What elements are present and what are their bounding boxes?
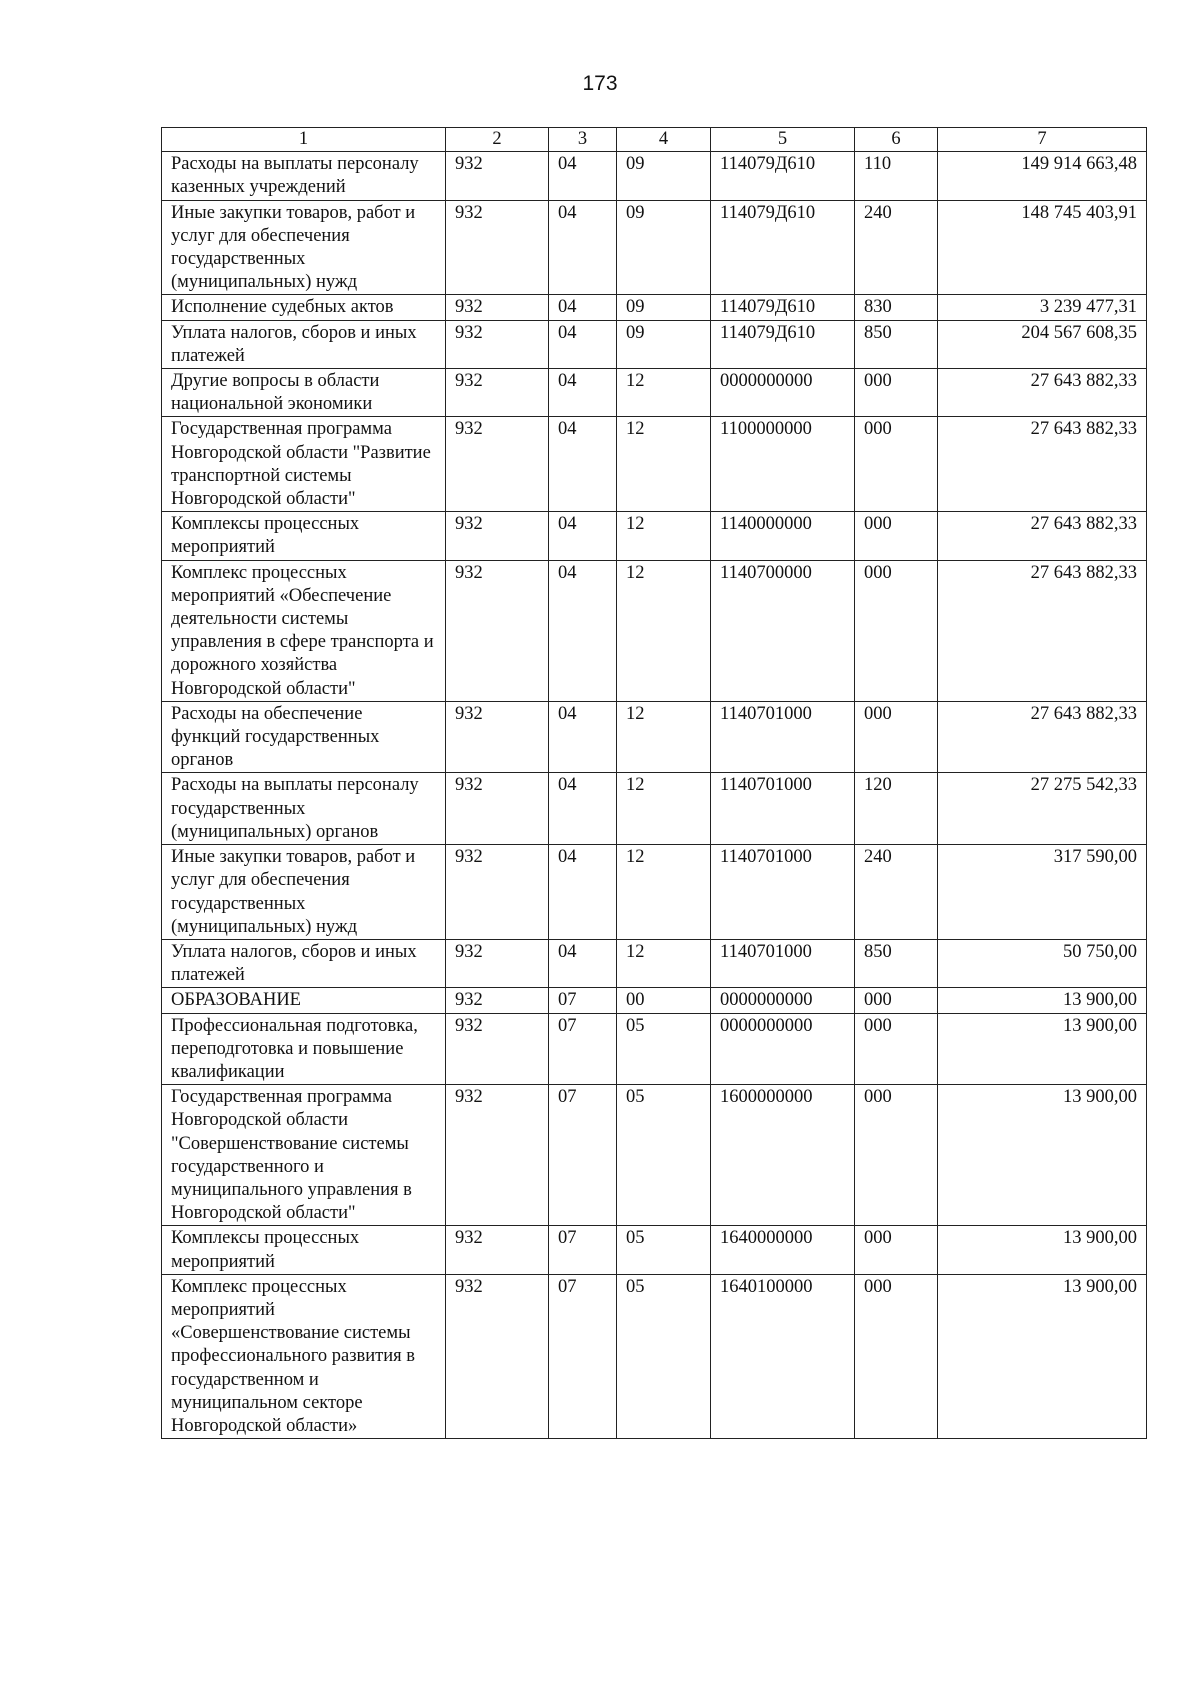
section-code: 04 [549,512,617,560]
table-row [162,845,1147,940]
expense-name: ОБРАЗОВАНИЕ [162,988,446,1013]
section-code: 07 [549,1274,617,1438]
ministry-code: 932 [446,152,549,200]
target-article-code: 1140701000 [711,939,855,987]
amount: 50 750,00 [938,939,1147,987]
expense-name: Исполнение судебных актов [162,295,446,320]
amount: 27 643 882,33 [938,560,1147,701]
subsection-code: 12 [617,417,711,512]
expense-type-code: 850 [855,939,938,987]
table-row [162,773,1147,845]
ministry-code: 932 [446,1226,549,1274]
subsection-code: 05 [617,1226,711,1274]
page-number: 173 [582,72,618,95]
section-code: 04 [549,295,617,320]
expense-type-code: 000 [855,369,938,417]
header-cell-4: 4 [617,128,711,152]
header-cell-5: 5 [711,128,855,152]
ministry-code: 932 [446,773,549,845]
expense-name: Иные закупки товаров, работ и услуг для обеспечения государственных (муниципальных) нужд [162,845,446,940]
subsection-code: 09 [617,320,711,368]
target-article-code: 1640100000 [711,1274,855,1438]
expense-type-code: 120 [855,773,938,845]
expense-type-code: 240 [855,845,938,940]
amount: 148 745 403,91 [938,200,1147,295]
table-row [162,701,1147,773]
target-article-code: 1140700000 [711,560,855,701]
expense-type-code: 000 [855,560,938,701]
ministry-code: 932 [446,1013,549,1085]
section-code: 04 [549,200,617,295]
amount: 27 643 882,33 [938,701,1147,773]
subsection-code: 09 [617,295,711,320]
section-code: 04 [549,773,617,845]
section-code: 04 [549,417,617,512]
expense-name: Расходы на обеспечение функций государственных органов [162,701,446,773]
subsection-code: 12 [617,939,711,987]
target-article-code: 1140000000 [711,512,855,560]
expense-type-code: 000 [855,1085,938,1226]
subsection-code: 12 [617,701,711,773]
table-header-row [162,128,1147,152]
subsection-code: 12 [617,560,711,701]
subsection-code: 09 [617,152,711,200]
amount: 27 643 882,33 [938,417,1147,512]
subsection-code: 05 [617,1013,711,1085]
table-body [162,152,1147,1439]
ministry-code: 932 [446,200,549,295]
expense-type-code: 240 [855,200,938,295]
header-cell-6: 6 [855,128,938,152]
table-row [162,1226,1147,1274]
table-row [162,417,1147,512]
expense-type-code: 000 [855,512,938,560]
target-article-code: 1640000000 [711,1226,855,1274]
expense-name: Государственная программа Новгородской области "Развитие транспортной системы Новгородской области" [162,417,446,512]
amount: 317 590,00 [938,845,1147,940]
section-code: 04 [549,369,617,417]
subsection-code: 05 [617,1274,711,1438]
table-row [162,939,1147,987]
table-row [162,295,1147,320]
ministry-code: 932 [446,988,549,1013]
expense-type-code: 000 [855,701,938,773]
section-code: 04 [549,320,617,368]
section-code: 04 [549,560,617,701]
ministry-code: 932 [446,560,549,701]
expense-type-code: 110 [855,152,938,200]
ministry-code: 932 [446,320,549,368]
target-article-code: 114079Д610 [711,200,855,295]
subsection-code: 00 [617,988,711,1013]
expense-type-code: 000 [855,417,938,512]
expense-name: Комплекс процессных мероприятий «Обеспечение деятельности системы управления в сфере транспорта и дорожного хозяйства Новгородской области" [162,560,446,701]
amount: 13 900,00 [938,1013,1147,1085]
target-article-code: 1140701000 [711,773,855,845]
expense-name: Расходы на выплаты персоналу государственных (муниципальных) органов [162,773,446,845]
expense-name: Профессиональная подготовка, переподготовка и повышение квалификации [162,1013,446,1085]
subsection-code: 05 [617,1085,711,1226]
amount: 13 900,00 [938,1085,1147,1226]
target-article-code: 1600000000 [711,1085,855,1226]
target-article-code: 114079Д610 [711,320,855,368]
section-code: 07 [549,1226,617,1274]
ministry-code: 932 [446,939,549,987]
subsection-code: 12 [617,773,711,845]
expense-name: Уплата налогов, сборов и иных платежей [162,320,446,368]
target-article-code: 114079Д610 [711,295,855,320]
section-code: 07 [549,1085,617,1226]
header-cell-7: 7 [938,128,1147,152]
section-code: 07 [549,988,617,1013]
amount: 3 239 477,31 [938,295,1147,320]
expense-name: Комплексы процессных мероприятий [162,512,446,560]
expense-name: Другие вопросы в области национальной экономики [162,369,446,417]
ministry-code: 932 [446,1085,549,1226]
expense-type-code: 000 [855,988,938,1013]
table-row [162,1274,1147,1438]
expense-name: Иные закупки товаров, работ и услуг для обеспечения государственных (муниципальных) нужд [162,200,446,295]
target-article-code: 1140701000 [711,845,855,940]
header-cell-1: 1 [162,128,446,152]
section-code: 04 [549,701,617,773]
table-row [162,1085,1147,1226]
ministry-code: 932 [446,1274,549,1438]
amount: 149 914 663,48 [938,152,1147,200]
subsection-code: 09 [617,200,711,295]
ministry-code: 932 [446,417,549,512]
amount: 27 643 882,33 [938,512,1147,560]
section-code: 04 [549,845,617,940]
expense-type-code: 830 [855,295,938,320]
expense-name: Государственная программа Новгородской области "Совершенствование системы государственного и муниципального управления в Новгородской области" [162,1085,446,1226]
table-row [162,369,1147,417]
target-article-code: 0000000000 [711,1013,855,1085]
table-row [162,512,1147,560]
target-article-code: 0000000000 [711,988,855,1013]
expense-name: Уплата налогов, сборов и иных платежей [162,939,446,987]
expense-type-code: 000 [855,1013,938,1085]
target-article-code: 1100000000 [711,417,855,512]
target-article-code: 114079Д610 [711,152,855,200]
expense-type-code: 000 [855,1274,938,1438]
amount: 27 275 542,33 [938,773,1147,845]
ministry-code: 932 [446,701,549,773]
table-row [162,1013,1147,1085]
amount: 13 900,00 [938,988,1147,1013]
subsection-code: 12 [617,512,711,560]
ministry-code: 932 [446,369,549,417]
expense-name: Комплексы процессных мероприятий [162,1226,446,1274]
section-code: 07 [549,1013,617,1085]
ministry-code: 932 [446,295,549,320]
subsection-code: 12 [617,369,711,417]
table-row [162,560,1147,701]
budget-table [161,127,1147,1439]
expense-name: Комплекс процессных мероприятий «Совершенствование системы профессионального развития в государственном и муниципальном секторе Новгородской области» [162,1274,446,1438]
amount: 13 900,00 [938,1226,1147,1274]
header-cell-3: 3 [549,128,617,152]
expense-name: Расходы на выплаты персоналу казенных учреждений [162,152,446,200]
table-row [162,200,1147,295]
ministry-code: 932 [446,845,549,940]
subsection-code: 12 [617,845,711,940]
expense-type-code: 000 [855,1226,938,1274]
section-code: 04 [549,939,617,987]
amount: 27 643 882,33 [938,369,1147,417]
section-code: 04 [549,152,617,200]
ministry-code: 932 [446,512,549,560]
expense-type-code: 850 [855,320,938,368]
table-row [162,152,1147,200]
table-row [162,988,1147,1013]
target-article-code: 1140701000 [711,701,855,773]
header-cell-2: 2 [446,128,549,152]
amount: 13 900,00 [938,1274,1147,1438]
amount: 204 567 608,35 [938,320,1147,368]
table-row [162,320,1147,368]
target-article-code: 0000000000 [711,369,855,417]
